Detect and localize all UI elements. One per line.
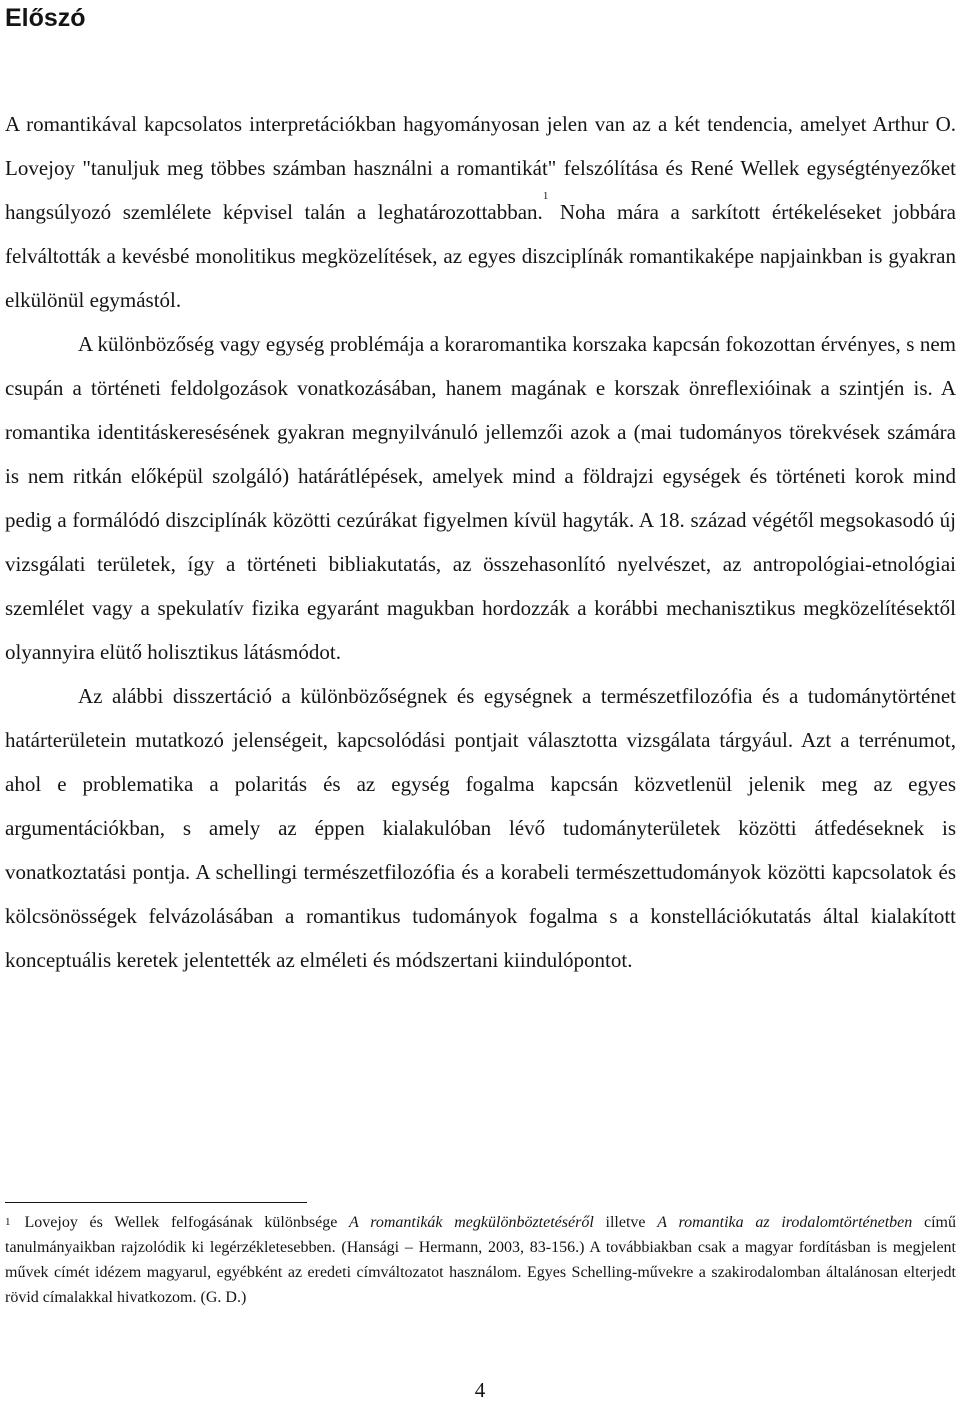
paragraph-1-text-a: A romantikával kapcsolatos interpretációkban hagyományosan jelen van az a két tendencia, amelyet Arthur O. Lovejoy "tanuljuk meg többes számban használni a romantikát" felszólítása és René Wellek egységtényezőket hangsúlyozó szemlélete képvisel talán a leghatározottabban.: [5, 112, 956, 224]
page-number: 4: [474, 1378, 486, 1402]
footnote-text-2: illetve: [593, 1214, 658, 1231]
footnote-text-1: Lovejoy és Wellek felfogásának különbsége: [24, 1214, 350, 1231]
footnote: [5, 1210, 956, 1310]
paragraph-3: Az alábbi disszertáció a különbözőségnek és egységnek a természetfilozófia és a tudománytörténet határterületein mutatkozó jelenségeit, kapcsolódási pontjait választotta vizsgálata tárgyául. Azt a terrénumot, ahol e problematika a polaritás és az egység fogalma kapcsán közvetlenül jelenik meg az egyes argumentációkban, s amely az éppen kialakulóban lévő tudományterületek közötti átfedéseknek is vonatkoztatási pontja. A schellingi természetfilozófia és a korabeli természettudományok közötti kapcsolatok és kölcsönösségek felvázolásában a romantikus tudományok fogalma s a konstellációkutatás által kialakított konceptuális keretek jelentették az elméleti és módszertani kiindulópontot.: [5, 684, 956, 972]
footnote-reference: 1: [542, 190, 549, 202]
footnote-italic-title-2: A romantika az irodalomtörténetben: [657, 1214, 913, 1231]
paragraph-2: A különbözőség vagy egység problémája a koraromantika korszaka kapcsán fokozottan érvényes, s nem csupán a történeti feldolgozások vonatkozásában, hanem magának e korszak önreflexióinak a szintjén is. A romantika identitáskeresésének gyakran megnyilvánuló jellemzői azok a (mai tudományos törekvések számára is nem ritkán előképül szolgáló) határátlépések, amelyek mind a földrajzi egységek és történeti korok mind pedig a formálódó diszciplínák közötti cezúrákat figyelmen kívül hagyták. A 18. század végétől megsokasodó új vizsgálati területek, így a történeti bibliakutatás, az összehasonlító nyelvészet, az antropológiai-etnológiai szemlélet vagy a spekulatív fizika egyaránt magukban hordozzák a korábbi mechanisztikus megközelítésektől olyannyira elütő holisztikus látásmódot.: [5, 332, 956, 664]
document-page: [5, 0, 956, 1306]
body-text: [5, 102, 956, 982]
page-title: Előszó: [5, 4, 86, 32]
footnote-number: 1: [5, 1216, 11, 1228]
paragraph-1-text-b: Noha mára a sarkított értékeléseket jobbára felváltották a kevésbé monolitikus megközelítések, az egyes diszciplínák romantikaképe napjainkban is gyakran elkülönül egymástól.: [5, 200, 956, 312]
footnote-divider: [5, 1202, 307, 1203]
footnote-text-3: című tanulmányaikban rajzolódik ki legérzékletesebben. (Hansági – Hermann, 2003, 83-156.) A továbbiakban csak a magyar fordításban is megjelent művek címét idézem magyarul, egyébként az eredeti címváltozatot használom. Egyes Schelling-művekre a szakirodalomban általánosan elterjedt rövid címalakkal hivatkozom. (G. D.): [5, 1214, 956, 1306]
paragraph-1: [5, 102, 956, 322]
footnote-italic-title-1: A romantikák megkülönböztetéséről: [349, 1214, 594, 1231]
